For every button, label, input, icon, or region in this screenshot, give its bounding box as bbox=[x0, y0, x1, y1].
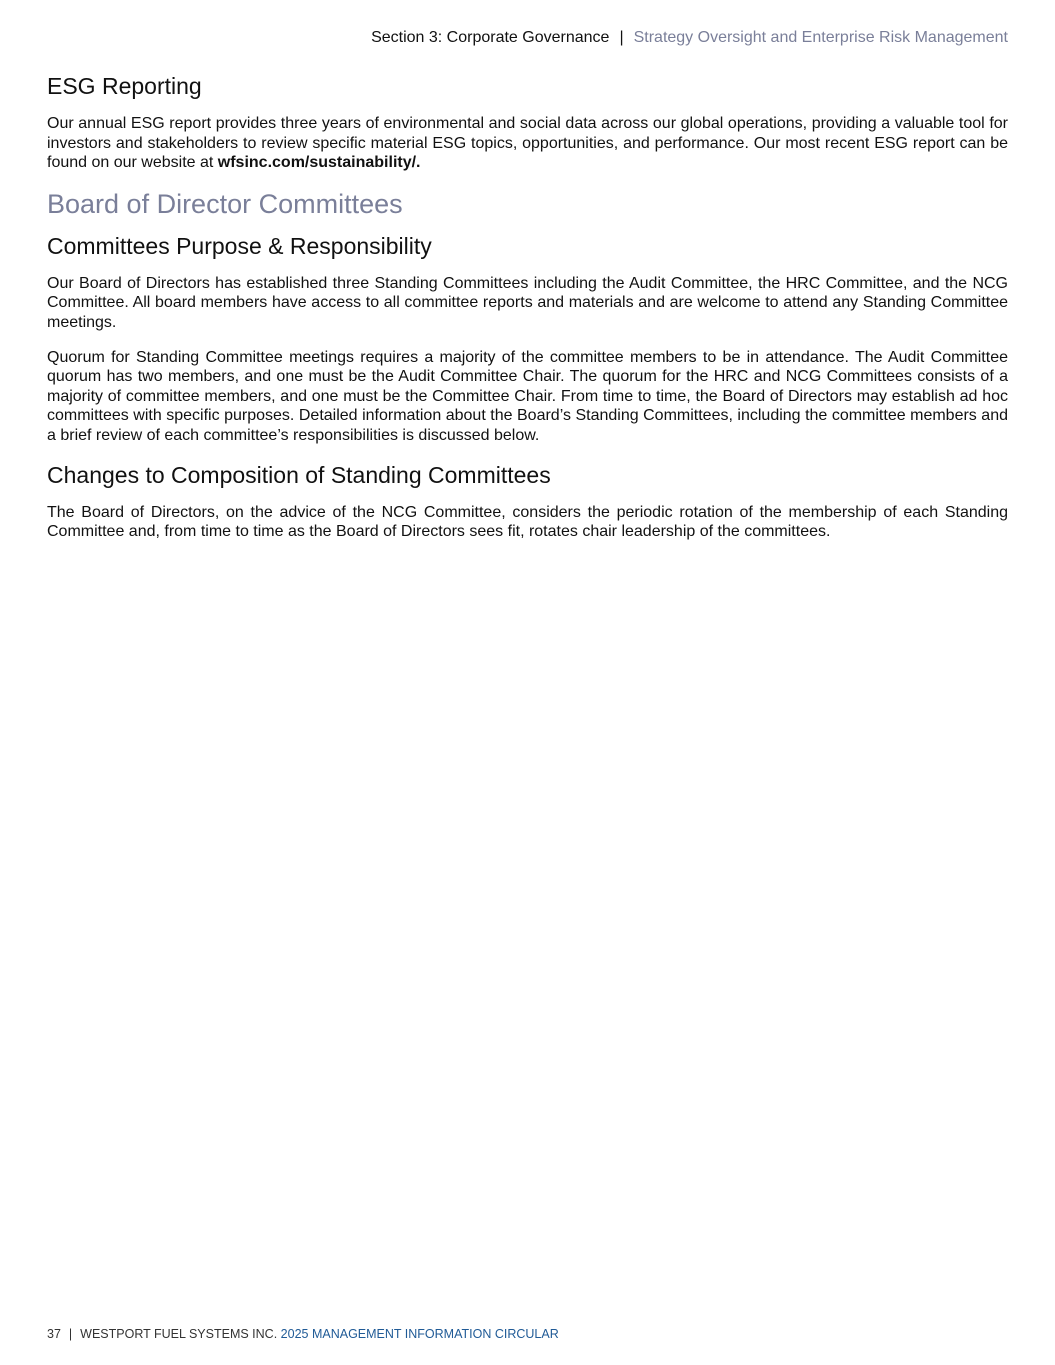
committees-heading: Board of Director Committees bbox=[47, 188, 403, 219]
esg-paragraph-text: Our annual ESG report provides three years of environmental and social data across our global operations, providing a valuable tool for investors and stakeholders to review specific material ESG topics, opportunities, and performance. Our most recent ESG report can be found on our website at bbox=[47, 115, 1008, 172]
changes-paragraph: The Board of Directors, on the advice of the NCG Committee, considers the periodic rotation of the membership of each Standing Committee and, from time to time as the Board of Directors sees fit, rotates chair leadership of the committees. bbox=[47, 503, 1008, 541]
purpose-heading: Committees Purpose & Responsibility bbox=[47, 232, 432, 259]
footer-separator: | bbox=[68, 1327, 73, 1341]
esg-paragraph bbox=[47, 114, 1008, 173]
main-content bbox=[47, 72, 1008, 557]
footer-company: WESTPORT FUEL SYSTEMS INC. bbox=[80, 1327, 278, 1341]
page-number: 37 bbox=[47, 1327, 61, 1341]
page-footer bbox=[47, 1326, 559, 1342]
purpose-paragraph-1: Our Board of Directors has established three Standing Committees including the Audit Committee, the HRC Committee, and the NCG Committee. All board members have access to all committee reports and materials and are welcome to attend any Standing Committee meetings. bbox=[47, 274, 1008, 331]
header-separator: | bbox=[619, 29, 624, 46]
changes-heading: Changes to Composition of Standing Committees bbox=[47, 461, 551, 488]
esg-website-link[interactable]: wfsinc.com/sustainability/. bbox=[217, 154, 421, 172]
header-section: Section 3: Corporate Governance bbox=[371, 29, 610, 46]
header-subsection: Strategy Oversight and Enterprise Risk Management bbox=[633, 29, 1008, 46]
esg-heading: ESG Reporting bbox=[47, 73, 202, 99]
footer-document-title: 2025 MANAGEMENT INFORMATION CIRCULAR bbox=[280, 1327, 559, 1341]
document-page bbox=[47, 0, 1008, 1365]
purpose-paragraph-2: Quorum for Standing Committee meetings requires a majority of the committee members to be in attendance. The Audit Committee quorum has two members, and one must be the Audit Committee Chair. The quorum for the HRC and NCG Committees consists of a majority of committee members, and one must be the Committee Chair. From time to time, the Board of Directors may establish ad hoc committees with specific purposes. Detailed information about the Board’s Standing Committees, including the committee members and a brief review of each committee’s responsibilities is discussed below. bbox=[47, 348, 1008, 444]
running-header bbox=[371, 28, 1008, 48]
